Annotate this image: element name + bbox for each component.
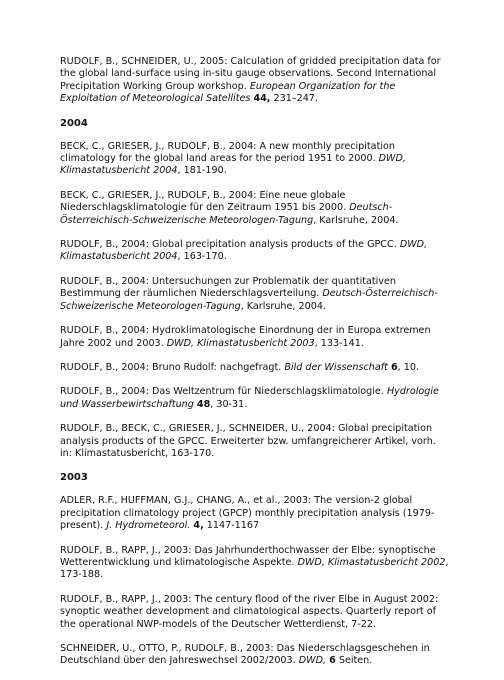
reference-item xyxy=(60,141,450,178)
reference-item xyxy=(60,276,450,313)
year-heading: 2004 xyxy=(60,117,88,129)
reference-item xyxy=(60,545,450,582)
reference-list xyxy=(60,56,450,680)
reference-text: RUDOLF, B., 2004: Hydroklimatologische Einordnung der in Europa extremen Jahre 2002 und 2003. xyxy=(60,325,431,349)
reference-text: 1147-1167 xyxy=(203,520,260,532)
reference-item xyxy=(60,495,450,532)
reference-item xyxy=(60,386,450,411)
reference-text: Hydrologie und Wasserbewirtschaftung xyxy=(60,386,439,410)
reference-text: European Organization for the Exploitation of Meteorological Satellites xyxy=(60,80,396,105)
reference-text: RUDOLF, B., RAPP, J., 2003: Das Jahrhunderthochwasser der Elbe: synoptische Wetterentwicklung und klimatologische Aspekte. xyxy=(60,544,436,568)
reference-text: 6 xyxy=(329,655,336,667)
reference-text: DWD, xyxy=(298,655,327,667)
reference-text: DWD, Klimastatusbericht 2003 xyxy=(166,337,315,349)
reference-item xyxy=(60,362,450,374)
reference-text: BECK, C., GRIESER, J., RUDOLF, B., 2004: Eine neue globale Niederschlagsklimatologie für den Zeitraum 1951 bis 2000. xyxy=(60,189,350,214)
reference-text: , 173-188. xyxy=(60,556,449,581)
reference-item xyxy=(60,643,450,668)
reference-item xyxy=(60,190,450,227)
reference-text: ADLER, R.F., HUFFMAN, G.J., CHANG, A., et al., 2003: The version-2 global precipitation climatology project (GPCP) monthly precipitation analysis (1979-present). xyxy=(60,495,435,532)
reference-text: , Karlsruhe, 2004. xyxy=(313,214,399,226)
reference-text: , 133-141. xyxy=(314,337,364,349)
reference-text: , 10. xyxy=(397,361,419,373)
reference-text: BECK, C., GRIESER, J., RUDOLF, B., 2004: A new monthly precipitation climatology for the global land areas for the period 1951 to 2000. xyxy=(60,140,395,165)
reference-text: RUDOLF, B., 2004: Bruno Rudolf: nachgefragt. xyxy=(60,361,285,373)
reference-text: , 181-190. xyxy=(177,165,227,177)
reference-text: RUDOLF, B., 2004: Global precipitation analysis products of the GPCC. xyxy=(60,239,400,251)
reference-item xyxy=(60,56,450,106)
reference-item xyxy=(60,239,450,264)
reference-text: DWD, Klimastatusbericht 2002 xyxy=(297,556,446,568)
reference-text: 48 xyxy=(196,398,211,410)
year-heading: 2003 xyxy=(60,472,88,484)
reference-text: Bild der Wissenschaft xyxy=(284,361,388,373)
reference-text: 44, xyxy=(253,93,271,105)
section-2005 xyxy=(60,56,450,106)
reference-item xyxy=(60,325,450,350)
reference-text: RUDOLF, B., RAPP, J., 2003: The century flood of the river Elbe in August 2002: synoptic weather development and climatological aspects. Quarterly report of the operational NWP-models of the Deutscher Wetterdienst, 7-22. xyxy=(60,593,439,630)
reference-text: 231–247. xyxy=(270,93,318,105)
reference-text: , 163-170. xyxy=(177,251,227,263)
reference-text: , 30-31. xyxy=(210,398,248,410)
reference-item xyxy=(60,423,450,460)
reference-text: Deutsch-Österreichisch-Schweizerische Meteorologen-Tagung xyxy=(60,288,438,312)
section-2003 xyxy=(60,472,450,667)
reference-text: Seiten. xyxy=(335,655,373,667)
reference-text: 4, xyxy=(193,520,204,532)
reference-text: 6 xyxy=(390,361,398,373)
reference-text: DWD, Klimastatusbericht 2004 xyxy=(60,153,406,177)
reference-text: RUDOLF, B., 2004: Das Weltzentrum für Niederschlagsklimatologie. xyxy=(60,386,387,398)
section-2004 xyxy=(60,118,450,461)
reference-text: RUDOLF, B., 2004: Untersuchungen zur Problematik der quantitativen Bestimmung der räumlichen Niederschlagsverteilung. xyxy=(60,275,396,300)
reference-text: J. Hydrometeorol. xyxy=(106,520,191,532)
reference-text: RUDOLF, B., BECK, C., GRIESER, J., SCHNEIDER, U., 2004: Global precipitation analysis products of the GPCC. Erweiterter bzw. umfangreicherer Artikel, vorh. in: Klimastatusbericht, 163-170. xyxy=(60,423,436,459)
reference-text: , Karlsruhe, 2004. xyxy=(240,300,326,312)
reference-item xyxy=(60,594,450,631)
reference-text: SCHNEIDER, U., OTTO, P., RUDOLF, B., 2003: Das Niederschlagsgeschehen in Deutschland über den Jahreswechsel 2002/2003. xyxy=(60,643,430,667)
reference-text: Deutsch-Österreichisch-Schweizerische Meteorologen-Tagung xyxy=(60,202,393,226)
reference-text: RUDOLF, B., SCHNEIDER, U., 2005: Calculation of gridded precipitation data for the global land-surface using in-situ gauge observations. Second International Precipitation Working Group workshop. xyxy=(60,56,441,92)
reference-text: DWD, Klimastatusbericht 2004 xyxy=(60,239,428,263)
